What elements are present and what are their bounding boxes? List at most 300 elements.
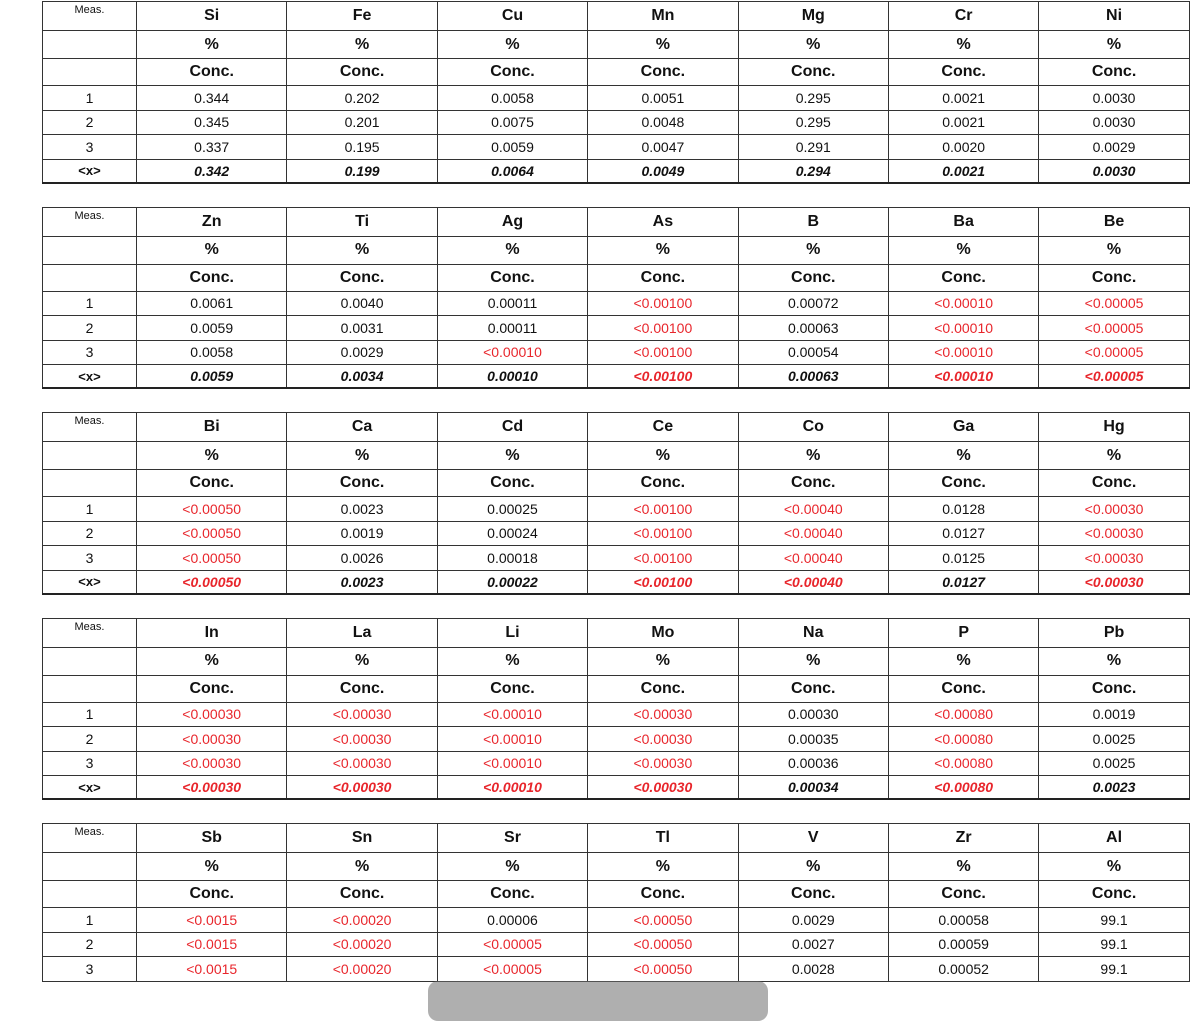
measurement-value: 0.00054 [738, 340, 888, 365]
measurement-value: 0.00024 [437, 521, 587, 546]
measurement-value: 0.0028 [738, 957, 888, 982]
measurement-index: 3 [43, 135, 137, 160]
measurement-value: <0.00100 [588, 546, 738, 571]
average-value: 0.0064 [437, 159, 587, 183]
type-label: Conc. [287, 59, 437, 86]
measurement-value: 0.195 [287, 135, 437, 160]
unit-label: % [738, 853, 888, 881]
element-name: Mn [588, 2, 738, 31]
measurement-row [43, 135, 1190, 160]
type-label: Conc. [287, 881, 437, 908]
type-label: Conc. [1039, 881, 1189, 908]
measurement-row [43, 316, 1190, 341]
average-label: <x> [43, 776, 137, 800]
average-value: <0.00005 [1039, 365, 1189, 389]
unit-label: % [437, 236, 587, 264]
empty-cell [43, 470, 137, 497]
type-label: Conc. [738, 264, 888, 291]
measurement-value: 0.00030 [738, 702, 888, 727]
element-name: In [137, 618, 287, 647]
element-table-3 [42, 412, 1190, 595]
measurement-value: 0.291 [738, 135, 888, 160]
measurement-value: <0.00010 [437, 702, 587, 727]
measurement-value: 0.00035 [738, 727, 888, 752]
average-value: 0.199 [287, 159, 437, 183]
measurement-value: <0.00050 [588, 908, 738, 933]
type-label: Conc. [137, 264, 287, 291]
measurement-value: 0.00059 [888, 932, 1038, 957]
measurement-value: 0.00063 [738, 316, 888, 341]
unit-row [43, 647, 1190, 675]
unit-label: % [588, 647, 738, 675]
measurement-row [43, 727, 1190, 752]
type-label: Conc. [437, 675, 587, 702]
measurement-value: <0.00010 [437, 751, 587, 776]
measurement-row [43, 546, 1190, 571]
type-label: Conc. [588, 675, 738, 702]
measurement-value: 0.202 [287, 86, 437, 111]
element-table-1 [42, 1, 1190, 184]
average-value: <0.00030 [588, 776, 738, 800]
measurement-value: <0.00040 [738, 497, 888, 522]
measurement-value: <0.0015 [137, 908, 287, 933]
measurement-value: 0.0029 [738, 908, 888, 933]
element-name: Cu [437, 2, 587, 31]
element-name: Ni [1039, 2, 1189, 31]
measurement-value: 0.00011 [437, 316, 587, 341]
unit-label: % [1039, 31, 1189, 59]
unit-label: % [738, 236, 888, 264]
measurement-value: <0.00030 [287, 727, 437, 752]
unit-label: % [888, 31, 1038, 59]
empty-cell [43, 442, 137, 470]
measurement-value: <0.00010 [437, 727, 587, 752]
measurement-value: <0.00030 [137, 751, 287, 776]
measurement-value: 99.1 [1039, 957, 1189, 982]
measurement-row [43, 110, 1190, 135]
unit-label: % [137, 31, 287, 59]
empty-cell [43, 881, 137, 908]
unit-label: % [888, 442, 1038, 470]
type-label: Conc. [137, 470, 287, 497]
average-value: <0.00100 [588, 365, 738, 389]
measurement-value: 0.0019 [1039, 702, 1189, 727]
measurement-row [43, 521, 1190, 546]
measurement-row [43, 340, 1190, 365]
measurement-value: <0.00040 [738, 546, 888, 571]
unit-label: % [588, 853, 738, 881]
type-row [43, 470, 1190, 497]
measurement-value: 0.0021 [888, 110, 1038, 135]
measurement-value: <0.00030 [137, 727, 287, 752]
type-label: Conc. [1039, 470, 1189, 497]
measurement-value: <0.00005 [1039, 316, 1189, 341]
average-value: 0.0021 [888, 159, 1038, 183]
average-value: <0.00010 [888, 365, 1038, 389]
average-value: 0.00022 [437, 570, 587, 594]
type-label: Conc. [287, 264, 437, 291]
average-value: <0.00010 [437, 776, 587, 800]
element-name: Mo [588, 618, 738, 647]
unit-label: % [588, 31, 738, 59]
measurement-row [43, 702, 1190, 727]
average-value: <0.00030 [1039, 570, 1189, 594]
measurement-value: <0.00020 [287, 957, 437, 982]
average-value: 0.0023 [287, 570, 437, 594]
element-name: Na [738, 618, 888, 647]
measurement-value: <0.00040 [738, 521, 888, 546]
unit-label: % [888, 853, 1038, 881]
type-label: Conc. [888, 675, 1038, 702]
measurement-index: 1 [43, 702, 137, 727]
measurement-value: 0.0061 [137, 291, 287, 316]
measurement-value: <0.00010 [888, 291, 1038, 316]
measurement-value: 0.00058 [888, 908, 1038, 933]
element-name: Sb [137, 824, 287, 853]
element-name: Pb [1039, 618, 1189, 647]
unit-label: % [137, 442, 287, 470]
measurement-value: 0.0030 [1039, 110, 1189, 135]
measurement-value: <0.00005 [437, 957, 587, 982]
type-label: Conc. [888, 264, 1038, 291]
measurement-value: <0.0015 [137, 932, 287, 957]
average-value: 0.00063 [738, 365, 888, 389]
measurement-index: 2 [43, 110, 137, 135]
element-header-row [43, 2, 1190, 31]
type-label: Conc. [1039, 264, 1189, 291]
average-value: 0.0034 [287, 365, 437, 389]
unit-label: % [287, 236, 437, 264]
measurement-index: 2 [43, 727, 137, 752]
measurement-value: 0.0023 [287, 497, 437, 522]
unit-label: % [437, 442, 587, 470]
type-label: Conc. [588, 470, 738, 497]
average-label: <x> [43, 159, 137, 183]
measurement-value: 0.00006 [437, 908, 587, 933]
measurement-value: 0.0051 [588, 86, 738, 111]
unit-label: % [738, 647, 888, 675]
measurement-value: <0.00030 [1039, 497, 1189, 522]
type-label: Conc. [137, 675, 287, 702]
measurement-value: 0.0125 [888, 546, 1038, 571]
element-name: Ag [437, 207, 587, 236]
type-label: Conc. [1039, 675, 1189, 702]
unit-label: % [137, 853, 287, 881]
measurement-value: 0.00025 [437, 497, 587, 522]
element-header-row [43, 207, 1190, 236]
type-label: Conc. [437, 59, 587, 86]
measurement-value: 99.1 [1039, 932, 1189, 957]
measurement-value: 0.00036 [738, 751, 888, 776]
unit-label: % [437, 853, 587, 881]
type-label: Conc. [437, 470, 587, 497]
type-label: Conc. [738, 470, 888, 497]
element-name: Mg [738, 2, 888, 31]
unit-label: % [137, 236, 287, 264]
measurement-value: 0.0058 [137, 340, 287, 365]
element-name: Sn [287, 824, 437, 853]
measurement-value: <0.00005 [1039, 291, 1189, 316]
measurement-row [43, 86, 1190, 111]
type-label: Conc. [287, 675, 437, 702]
measurement-value: <0.00030 [588, 702, 738, 727]
measurement-row [43, 932, 1190, 957]
unit-label: % [738, 31, 888, 59]
type-label: Conc. [738, 675, 888, 702]
measurement-value: <0.00030 [1039, 521, 1189, 546]
measurement-value: 0.0029 [1039, 135, 1189, 160]
measurement-value: <0.00020 [287, 908, 437, 933]
average-value: <0.00050 [137, 570, 287, 594]
unit-label: % [1039, 647, 1189, 675]
type-label: Conc. [437, 264, 587, 291]
type-label: Conc. [1039, 59, 1189, 86]
meas-label: Meas. [43, 207, 137, 236]
element-name: As [588, 207, 738, 236]
element-name: Co [738, 413, 888, 442]
type-label: Conc. [588, 881, 738, 908]
element-name: Al [1039, 824, 1189, 853]
measurement-value: 0.0058 [437, 86, 587, 111]
measurement-value: 0.0021 [888, 86, 1038, 111]
type-label: Conc. [738, 59, 888, 86]
measurement-row [43, 957, 1190, 982]
type-label: Conc. [287, 470, 437, 497]
measurement-value: <0.00030 [588, 727, 738, 752]
empty-cell [43, 59, 137, 86]
average-value: 0.0059 [137, 365, 287, 389]
element-name: Cr [888, 2, 1038, 31]
empty-cell [43, 264, 137, 291]
element-table-5 [42, 823, 1190, 982]
unit-label: % [137, 647, 287, 675]
measurement-value: <0.00050 [137, 497, 287, 522]
measurement-value: 0.345 [137, 110, 287, 135]
measurement-value: <0.00080 [888, 727, 1038, 752]
measurement-value: <0.00030 [1039, 546, 1189, 571]
unit-label: % [287, 31, 437, 59]
measurement-index: 2 [43, 932, 137, 957]
measurement-value: <0.00050 [588, 957, 738, 982]
average-value: 0.0023 [1039, 776, 1189, 800]
unit-label: % [888, 236, 1038, 264]
measurement-value: 0.0047 [588, 135, 738, 160]
unit-label: % [1039, 236, 1189, 264]
measurement-value: 0.00018 [437, 546, 587, 571]
unit-label: % [588, 236, 738, 264]
measurement-tables [42, 1, 1189, 982]
empty-cell [43, 31, 137, 59]
average-label: <x> [43, 365, 137, 389]
unit-label: % [287, 442, 437, 470]
empty-cell [43, 853, 137, 881]
average-value: 0.342 [137, 159, 287, 183]
element-name: V [738, 824, 888, 853]
measurement-value: <0.00030 [137, 702, 287, 727]
average-row [43, 159, 1190, 183]
average-row [43, 365, 1190, 389]
measurement-index: 3 [43, 546, 137, 571]
measurement-value: <0.00100 [588, 316, 738, 341]
measurement-value: <0.00005 [437, 932, 587, 957]
measurement-row [43, 751, 1190, 776]
measurement-value: 0.344 [137, 86, 287, 111]
element-name: Tl [588, 824, 738, 853]
unit-label: % [1039, 853, 1189, 881]
unit-label: % [888, 647, 1038, 675]
average-row [43, 570, 1190, 594]
element-table-4 [42, 618, 1190, 801]
unit-label: % [1039, 442, 1189, 470]
unit-label: % [287, 647, 437, 675]
measurement-row [43, 497, 1190, 522]
measurement-report [42, 0, 1189, 1005]
measurement-value: <0.0015 [137, 957, 287, 982]
unit-label: % [287, 853, 437, 881]
element-name: Cd [437, 413, 587, 442]
element-name: Sr [437, 824, 587, 853]
element-name: P [888, 618, 1038, 647]
measurement-value: <0.00050 [137, 521, 287, 546]
element-name: Ti [287, 207, 437, 236]
type-row [43, 264, 1190, 291]
measurement-value: <0.00050 [588, 932, 738, 957]
element-header-row [43, 824, 1190, 853]
measurement-value: 0.00052 [888, 957, 1038, 982]
measurement-value: <0.00100 [588, 340, 738, 365]
measurement-value: <0.00080 [888, 702, 1038, 727]
measurement-value: 0.0059 [137, 316, 287, 341]
measurement-value: 99.1 [1039, 908, 1189, 933]
measurement-value: 0.0075 [437, 110, 587, 135]
type-label: Conc. [137, 881, 287, 908]
measurement-value: 0.0030 [1039, 86, 1189, 111]
element-header-row [43, 413, 1190, 442]
measurement-value: <0.00100 [588, 521, 738, 546]
element-name: Li [437, 618, 587, 647]
measurement-value: <0.00010 [888, 316, 1038, 341]
element-name: Fe [287, 2, 437, 31]
measurement-index: 1 [43, 908, 137, 933]
measurement-index: 2 [43, 521, 137, 546]
type-row [43, 59, 1190, 86]
meas-label: Meas. [43, 618, 137, 647]
measurement-value: <0.00080 [888, 751, 1038, 776]
average-value: <0.00030 [137, 776, 287, 800]
element-name: B [738, 207, 888, 236]
average-value: 0.0049 [588, 159, 738, 183]
element-name: Hg [1039, 413, 1189, 442]
element-name: Ga [888, 413, 1038, 442]
measurement-index: 1 [43, 86, 137, 111]
element-name: Ca [287, 413, 437, 442]
measurement-value: <0.00030 [588, 751, 738, 776]
average-value: 0.0030 [1039, 159, 1189, 183]
average-value: <0.00080 [888, 776, 1038, 800]
measurement-value: <0.00030 [287, 702, 437, 727]
element-name: Be [1039, 207, 1189, 236]
average-value: <0.00040 [738, 570, 888, 594]
average-row [43, 776, 1190, 800]
element-name: Ce [588, 413, 738, 442]
unit-row [43, 853, 1190, 881]
type-label: Conc. [437, 881, 587, 908]
unit-row [43, 31, 1190, 59]
average-value: <0.00100 [588, 570, 738, 594]
measurement-value: <0.00010 [888, 340, 1038, 365]
measurement-index: 1 [43, 291, 137, 316]
meas-label: Meas. [43, 2, 137, 31]
measurement-value: 0.201 [287, 110, 437, 135]
element-name: Zn [137, 207, 287, 236]
meas-label: Meas. [43, 413, 137, 442]
measurement-value: <0.00100 [588, 291, 738, 316]
element-name: La [287, 618, 437, 647]
unit-label: % [588, 442, 738, 470]
empty-cell [43, 236, 137, 264]
average-value: <0.00030 [287, 776, 437, 800]
measurement-value: <0.00020 [287, 932, 437, 957]
measurement-value: 0.0029 [287, 340, 437, 365]
measurement-index: 3 [43, 751, 137, 776]
type-label: Conc. [588, 264, 738, 291]
measurement-value: <0.00100 [588, 497, 738, 522]
type-row [43, 881, 1190, 908]
element-header-row [43, 618, 1190, 647]
element-name: Si [137, 2, 287, 31]
element-name: Zr [888, 824, 1038, 853]
measurement-value: 0.0020 [888, 135, 1038, 160]
measurement-value: 0.0031 [287, 316, 437, 341]
unit-label: % [437, 31, 587, 59]
type-label: Conc. [738, 881, 888, 908]
empty-cell [43, 647, 137, 675]
measurement-value: 0.00011 [437, 291, 587, 316]
measurement-value: 0.337 [137, 135, 287, 160]
average-value: 0.00010 [437, 365, 587, 389]
measurement-value: 0.0128 [888, 497, 1038, 522]
measurement-value: 0.0040 [287, 291, 437, 316]
measurement-row [43, 908, 1190, 933]
measurement-value: <0.00010 [437, 340, 587, 365]
average-value: 0.0127 [888, 570, 1038, 594]
measurement-value: 0.295 [738, 110, 888, 135]
measurement-index: 3 [43, 957, 137, 982]
measurement-value: 0.295 [738, 86, 888, 111]
empty-cell [43, 675, 137, 702]
measurement-value: 0.0048 [588, 110, 738, 135]
measurement-value: 0.0026 [287, 546, 437, 571]
element-table-2 [42, 207, 1190, 390]
viewer-toolbar-overlay[interactable] [428, 981, 768, 1021]
measurement-index: 1 [43, 497, 137, 522]
type-label: Conc. [888, 470, 1038, 497]
unit-label: % [437, 647, 587, 675]
measurement-index: 3 [43, 340, 137, 365]
measurement-value: <0.00005 [1039, 340, 1189, 365]
type-row [43, 675, 1190, 702]
element-name: Ba [888, 207, 1038, 236]
measurement-value: 0.0059 [437, 135, 587, 160]
measurement-value: <0.00050 [137, 546, 287, 571]
type-label: Conc. [888, 881, 1038, 908]
measurement-value: 0.0027 [738, 932, 888, 957]
average-value: 0.00034 [738, 776, 888, 800]
unit-row [43, 442, 1190, 470]
measurement-index: 2 [43, 316, 137, 341]
unit-row [43, 236, 1190, 264]
meas-label: Meas. [43, 824, 137, 853]
